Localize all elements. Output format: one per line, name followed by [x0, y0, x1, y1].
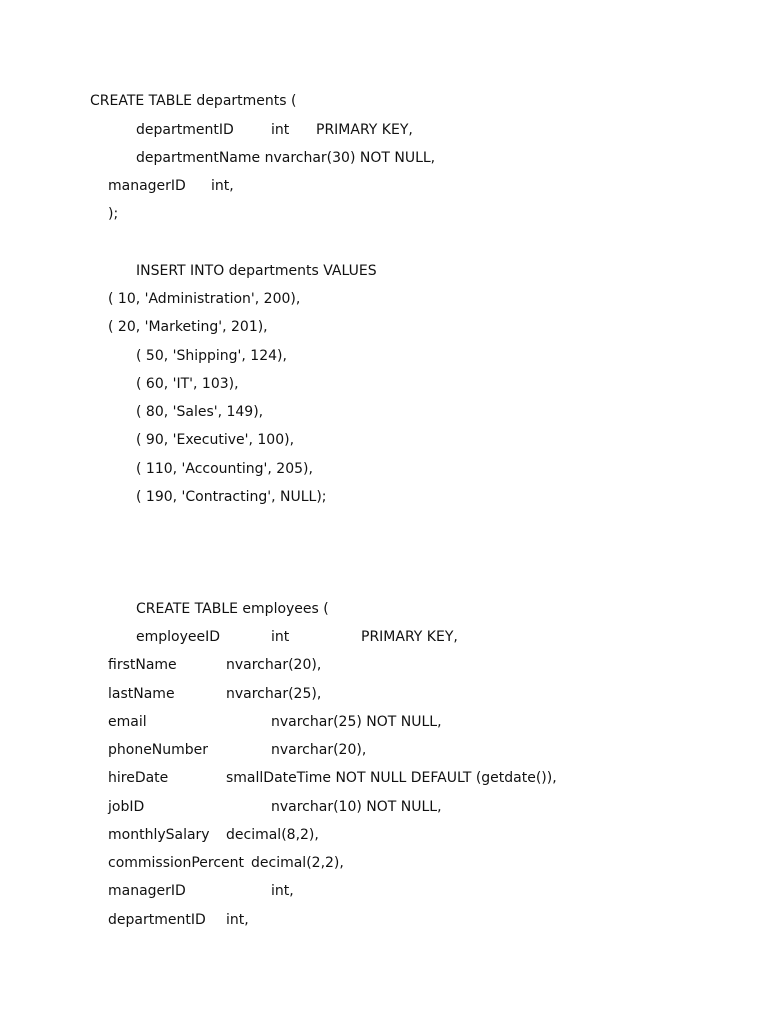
emp-col-hire-date — [0, 769, 768, 787]
col-type: nvarchar(25) NOT NULL, — [271, 714, 442, 730]
insert-row: ( 90, 'Executive', 100), — [136, 432, 295, 448]
create-departments-line: CREATE TABLE departments ( — [90, 93, 297, 109]
col-name: monthlySalary — [108, 827, 210, 843]
col-name: phoneNumber — [108, 742, 209, 758]
insert-row: ( 20, 'Marketing', 201), — [108, 319, 268, 335]
col-name: firstName — [108, 657, 177, 673]
col-type: int — [271, 629, 290, 645]
col-name: departmentID — [108, 912, 206, 928]
col-type: nvarchar(25), — [226, 686, 322, 702]
col-type: decimal(2,2), — [251, 855, 344, 871]
col-type: nvarchar(20), — [226, 657, 322, 673]
dept-col-department-id — [0, 121, 768, 139]
col-name: lastName — [108, 686, 175, 702]
insert-row: ( 60, 'IT', 103), — [136, 376, 239, 392]
create-employees-line: CREATE TABLE employees ( — [136, 601, 329, 617]
insert-row: ( 110, 'Accounting', 205), — [136, 461, 313, 477]
col-name: managerID — [108, 178, 186, 194]
emp-col-email — [0, 713, 768, 731]
emp-col-manager-id — [0, 882, 768, 900]
col-type: int, — [226, 912, 249, 928]
col-name: jobID — [108, 799, 145, 815]
emp-col-employee-id — [0, 628, 768, 646]
col-name: email — [108, 714, 147, 730]
insert-row: ( 80, 'Sales', 149), — [136, 404, 264, 420]
insert-row: ( 10, 'Administration', 200), — [108, 291, 301, 307]
emp-col-job-id — [0, 798, 768, 816]
emp-col-last-name — [0, 685, 768, 703]
col-constraint: PRIMARY KEY, — [361, 629, 458, 645]
col-name: managerID — [108, 883, 186, 899]
col-name: commissionPercent — [108, 855, 245, 871]
col-type: decimal(8,2), — [226, 827, 319, 843]
col-type: smallDateTime NOT NULL DEFAULT (getdate()), — [226, 770, 557, 786]
col-name: employeeID — [136, 629, 221, 645]
col-name: departmentID — [136, 122, 234, 138]
emp-col-department-id — [0, 911, 768, 929]
col-type: int — [271, 122, 290, 138]
col-type: int, — [271, 883, 294, 899]
emp-col-first-name — [0, 656, 768, 674]
dept-col-department-name: departmentName nvarchar(30) NOT NULL, — [136, 150, 436, 166]
emp-col-monthly-salary — [0, 826, 768, 844]
emp-col-commission-percent — [0, 854, 768, 872]
col-type: nvarchar(20), — [271, 742, 367, 758]
dept-close-paren: ); — [108, 206, 119, 222]
insert-header-line: INSERT INTO departments VALUES — [136, 263, 377, 279]
insert-row: ( 190, 'Contracting', NULL); — [136, 489, 327, 505]
col-type: nvarchar(10) NOT NULL, — [271, 799, 442, 815]
dept-col-manager-id — [0, 177, 768, 195]
col-constraint: PRIMARY KEY, — [316, 122, 413, 138]
col-type: int, — [211, 178, 234, 194]
insert-row: ( 50, 'Shipping', 124), — [136, 348, 287, 364]
emp-col-phone-number — [0, 741, 768, 759]
col-name: hireDate — [108, 770, 169, 786]
